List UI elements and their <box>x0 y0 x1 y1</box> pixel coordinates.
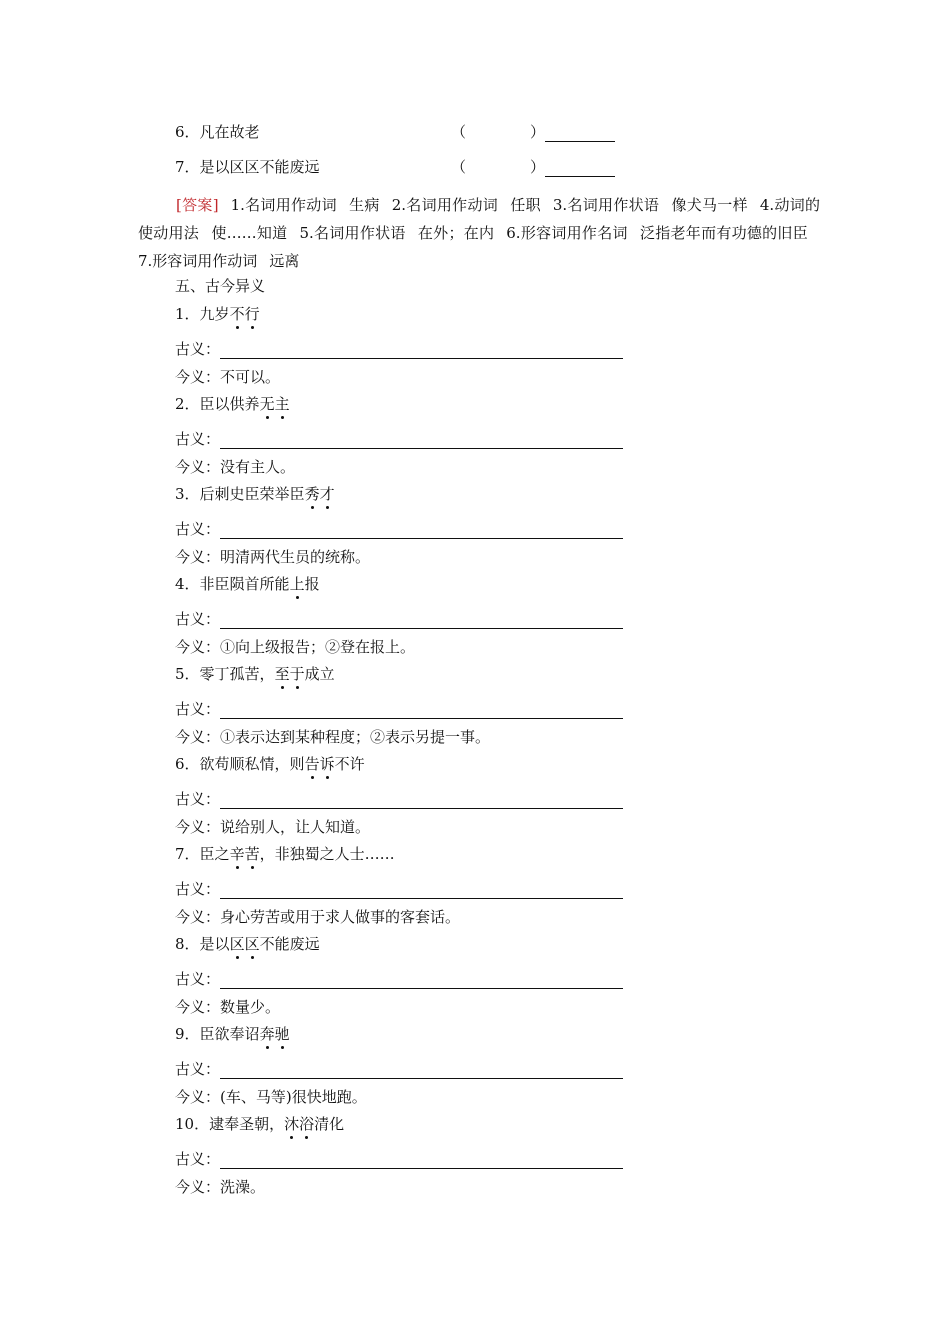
item-text-post: ，非独蜀之人士…… <box>259 845 395 863</box>
key-word: 辛苦 <box>229 845 260 863</box>
gu-answer-blank[interactable] <box>220 884 623 899</box>
paren-open: （ <box>451 158 467 176</box>
jin-line <box>175 1087 367 1107</box>
gu-line <box>175 519 623 539</box>
item-num: 8． <box>175 935 200 953</box>
item-text-post: 不许 <box>334 755 365 773</box>
jin-label: 今义： <box>175 1088 221 1106</box>
jin-line <box>175 907 460 927</box>
key-word: 不行 <box>229 305 260 323</box>
gu-answer-blank[interactable] <box>220 524 623 539</box>
jin-text: 洗澡。 <box>220 1178 266 1196</box>
answer-item: 生病 <box>348 196 380 214</box>
item-text-pre: 臣以供养 <box>199 395 260 413</box>
jin-text: 身心劳苦或用于求人做事的客套话。 <box>220 908 461 926</box>
item-sentence <box>175 1114 344 1134</box>
answer-item: 5.名词用作状语 <box>299 224 406 242</box>
paren-close: ） <box>530 123 546 141</box>
item-text-pre: 非臣陨首所能 <box>199 575 290 593</box>
item-sentence <box>175 664 335 684</box>
gu-line <box>175 1059 623 1079</box>
exercise-num: 7． <box>175 158 200 176</box>
gu-line <box>175 879 623 899</box>
jin-line <box>175 637 415 657</box>
item-num: 4． <box>175 575 200 593</box>
item-text-post: 成立 <box>304 665 335 683</box>
key-word: 至于 <box>274 665 305 683</box>
gu-answer-blank[interactable] <box>220 1064 623 1079</box>
item-text-post: 清化 <box>314 1115 345 1133</box>
jin-label: 今义： <box>175 458 221 476</box>
item-num: 7． <box>175 845 200 863</box>
exercise-prev-7-answer <box>451 157 615 177</box>
key-word: 告诉 <box>304 755 335 773</box>
jin-label: 今义： <box>175 728 221 746</box>
jin-label: 今义： <box>175 998 221 1016</box>
item-num: 10． <box>175 1115 210 1133</box>
exercise-text: 凡在故老 <box>199 123 260 141</box>
answer-item: 任职 <box>510 196 541 214</box>
key-word: 沐浴 <box>284 1115 315 1133</box>
jin-text: 没有主人。 <box>220 458 296 476</box>
jin-line <box>175 817 370 837</box>
key-word: 区区 <box>229 935 260 953</box>
gu-label: 古义： <box>175 520 221 538</box>
jin-text: 说给别人，让人知道。 <box>220 818 371 836</box>
answer-item: 7.形容词用作动词 <box>138 252 258 270</box>
jin-label: 今义： <box>175 548 221 566</box>
jin-label: 今义： <box>175 908 221 926</box>
item-text-pre: 欲苟顺私情，则 <box>199 755 305 773</box>
gu-answer-blank[interactable] <box>220 434 623 449</box>
jin-label: 今义： <box>175 1178 221 1196</box>
item-sentence <box>175 844 395 864</box>
item-sentence <box>175 574 320 594</box>
item-num: 3． <box>175 485 200 503</box>
item-num: 6． <box>175 755 200 773</box>
answer-item: 2.名词用作动词 <box>391 196 499 214</box>
item-sentence <box>175 754 365 774</box>
gu-label: 古义： <box>175 790 221 808</box>
gu-label: 古义： <box>175 430 221 448</box>
gu-line <box>175 339 623 359</box>
gu-line <box>175 1149 623 1169</box>
item-num: 2． <box>175 395 200 413</box>
gu-answer-blank[interactable] <box>220 794 623 809</box>
gu-line <box>175 699 623 719</box>
gu-label: 古义： <box>175 880 221 898</box>
item-text-pre: 九岁 <box>199 305 230 323</box>
jin-line <box>175 727 490 747</box>
jin-line <box>175 1177 265 1197</box>
item-num: 5． <box>175 665 200 683</box>
jin-line <box>175 547 370 567</box>
gu-label: 古义： <box>175 610 221 628</box>
jin-text: 数量少。 <box>220 998 281 1016</box>
item-sentence <box>175 484 335 504</box>
jin-line <box>175 367 280 387</box>
key-word: 上 <box>289 575 305 593</box>
item-num: 1． <box>175 305 200 323</box>
exercise-prev-7 <box>175 157 320 177</box>
gu-answer-blank[interactable] <box>220 974 623 989</box>
jin-text: (车、马等)很快地跑。 <box>220 1088 367 1106</box>
jin-text: ①表示达到某种程度；②表示另提一事。 <box>220 728 491 746</box>
answer-item: 3.名词用作状语 <box>552 196 660 214</box>
answer-item: 在外；在内 <box>417 224 495 242</box>
jin-label: 今义： <box>175 368 221 386</box>
gu-answer-blank[interactable] <box>220 704 623 719</box>
answer-item: 6.形容词用作名词 <box>506 224 628 242</box>
answer-item: 泛指老年而有功德的旧臣 <box>639 224 808 242</box>
answer-item: 远离 <box>269 252 300 270</box>
gu-line <box>175 429 623 449</box>
item-text-pre: 是以 <box>199 935 230 953</box>
item-text-pre: 后刺史臣荣举臣 <box>199 485 305 503</box>
item-sentence <box>175 304 260 324</box>
item-sentence <box>175 1024 290 1044</box>
exercise-num: 6． <box>175 123 200 141</box>
item-text-post: 不能废远 <box>259 935 320 953</box>
section-title: 五、古今异义 <box>175 277 266 295</box>
gu-label: 古义： <box>175 970 221 988</box>
jin-label: 今义： <box>175 818 221 836</box>
item-text-pre: 逮奉圣朝， <box>209 1115 285 1133</box>
key-word: 无主 <box>259 395 290 413</box>
answer-item: 4.动词的使动用法 <box>138 196 821 242</box>
jin-text: 不可以。 <box>220 368 281 386</box>
exercise-prev-6-answer <box>451 122 615 142</box>
item-text-pre: 臣之 <box>199 845 230 863</box>
item-num: 9． <box>175 1025 200 1043</box>
answer-item: 1.名词用作动词 <box>230 196 337 214</box>
gu-answer-blank[interactable] <box>220 1154 623 1169</box>
answer-tag: [答案] <box>176 196 219 214</box>
gu-label: 古义： <box>175 700 221 718</box>
item-sentence <box>175 394 290 414</box>
gu-answer-blank[interactable] <box>220 344 623 359</box>
item-text-pre: 臣欲奉诏 <box>199 1025 260 1043</box>
gu-answer-blank[interactable] <box>220 614 623 629</box>
item-text-pre: 零丁孤苦， <box>199 665 275 683</box>
item-sentence <box>175 934 320 954</box>
jin-text: ①向上级报告；②登在报上。 <box>220 638 416 656</box>
answer-item: 使……知道 <box>211 224 288 242</box>
exercise-text: 是以区区不能废远 <box>199 158 320 176</box>
key-word: 奔驰 <box>259 1025 290 1043</box>
answer-paragraph <box>138 191 820 275</box>
paren-open: （ <box>451 123 467 141</box>
jin-label: 今义： <box>175 638 221 656</box>
answer-blank[interactable] <box>545 162 615 177</box>
key-word: 秀才 <box>304 485 335 503</box>
gu-line <box>175 789 623 809</box>
exercise-prev-6 <box>175 122 260 142</box>
gu-label: 古义： <box>175 340 221 358</box>
jin-line <box>175 457 295 477</box>
jin-text: 明清两代生员的统称。 <box>220 548 371 566</box>
item-text-post: 报 <box>304 575 320 593</box>
gu-label: 古义： <box>175 1060 221 1078</box>
gu-line <box>175 609 623 629</box>
paren-close: ） <box>530 158 546 176</box>
gu-label: 古义： <box>175 1150 221 1168</box>
gu-line <box>175 969 623 989</box>
jin-line <box>175 997 280 1017</box>
answer-blank[interactable] <box>545 127 615 142</box>
answer-item: 像犬马一样 <box>671 196 748 214</box>
